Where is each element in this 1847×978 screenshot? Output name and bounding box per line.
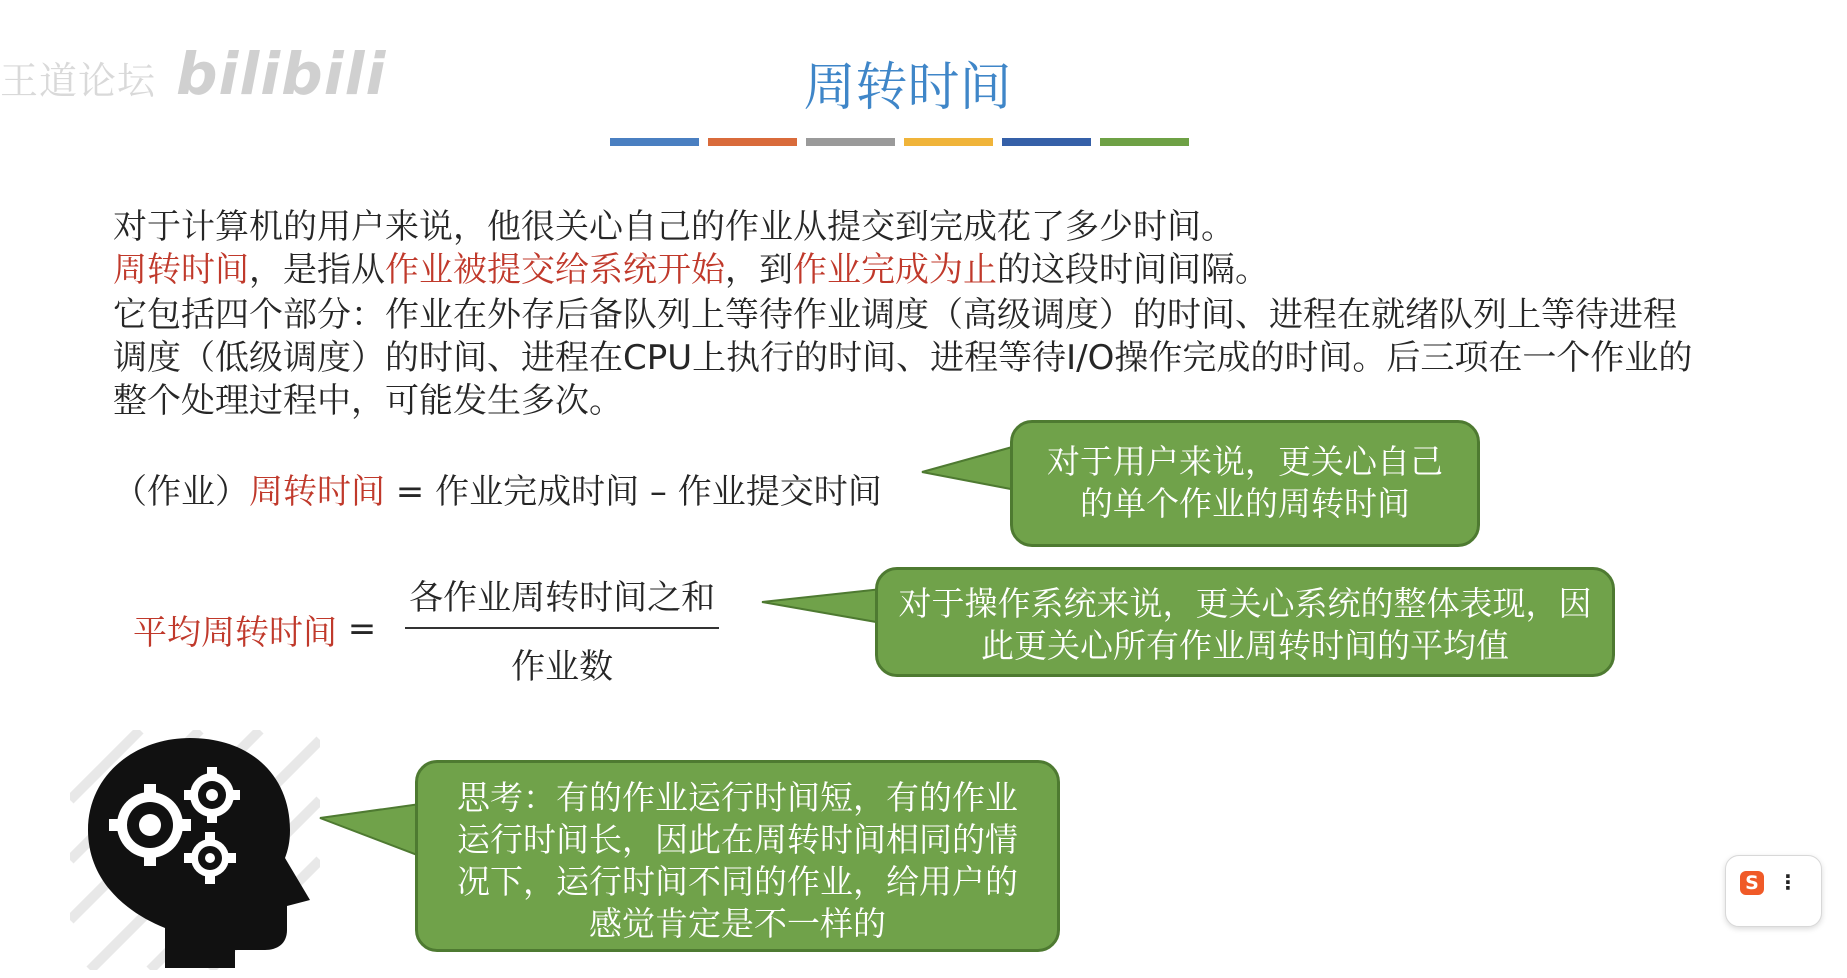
text-segment: ，到	[725, 250, 793, 290]
formula-average-turnaround	[133, 570, 719, 688]
color-bar	[806, 138, 895, 146]
bubble-tail	[318, 800, 423, 860]
paragraph-components: 它包括四个部分：作业在外存后备队列上等待作业调度（高级调度）的时间、进程在就绪队列上等待进程调度（低级调度）的时间、进程在CPU上执行的时间、进程等待I/O操作完成的时间。后三项在一个作业的整个处理过程中，可能发生多次。	[113, 295, 1693, 421]
fraction	[405, 570, 719, 688]
formula-prefix: （作业）	[113, 472, 249, 512]
color-bar	[1002, 138, 1091, 146]
sogou-input-icon[interactable]	[1725, 855, 1822, 927]
color-bar	[904, 138, 993, 146]
color-bar	[708, 138, 797, 146]
term-turnaround-time: 周转时间	[113, 250, 249, 290]
callout-thinking: 思考：有的作业运行时间短，有的作业运行时间长，因此在周转时间相同的情况下，运行时间不同的作业，给用户的感觉肯定是不一样的	[415, 760, 1060, 952]
watermark-text: 王道论坛	[0, 59, 157, 103]
ime-logo: S	[1740, 871, 1764, 895]
paragraph-definition	[113, 249, 1703, 292]
bilibili-logo-icon: bilibili	[176, 40, 387, 108]
head-with-gears-icon	[70, 730, 320, 974]
highlight-end: 作业完成为止	[793, 250, 997, 290]
formula-rest: = 作业完成时间 – 作业提交时间	[385, 472, 882, 512]
ime-menu-icon[interactable]: ⋮	[1778, 870, 1798, 894]
formula-equals: =	[337, 609, 388, 649]
text-segment: ，是指从	[249, 250, 385, 290]
formula-term: 周转时间	[249, 472, 385, 512]
paragraph-intro: 对于计算机的用户来说，他很关心自己的作业从提交到完成花了多少时间。	[113, 207, 1235, 247]
callout-os-view: 对于操作系统来说，更关心系统的整体表现，因此更关心所有作业周转时间的平均值	[875, 567, 1615, 677]
text-segment: 的这段时间间隔。	[997, 250, 1269, 290]
color-bar	[610, 138, 699, 146]
fraction-numerator: 各作业周转时间之和	[405, 570, 719, 629]
fraction-denominator: 作业数	[511, 647, 614, 687]
highlight-start: 作业被提交给系统开始	[385, 250, 725, 290]
title-color-bars	[610, 138, 1189, 146]
bubble-tail	[760, 585, 885, 635]
color-bar	[1100, 138, 1189, 146]
formula-turnaround	[113, 464, 882, 513]
callout-user-view: 对于用户来说，更关心自己的单个作业的周转时间	[1010, 420, 1480, 547]
slide-title: 周转时间	[803, 58, 1012, 118]
formula-term: 平均周转时间	[133, 612, 337, 653]
bubble-tail	[920, 440, 1020, 500]
